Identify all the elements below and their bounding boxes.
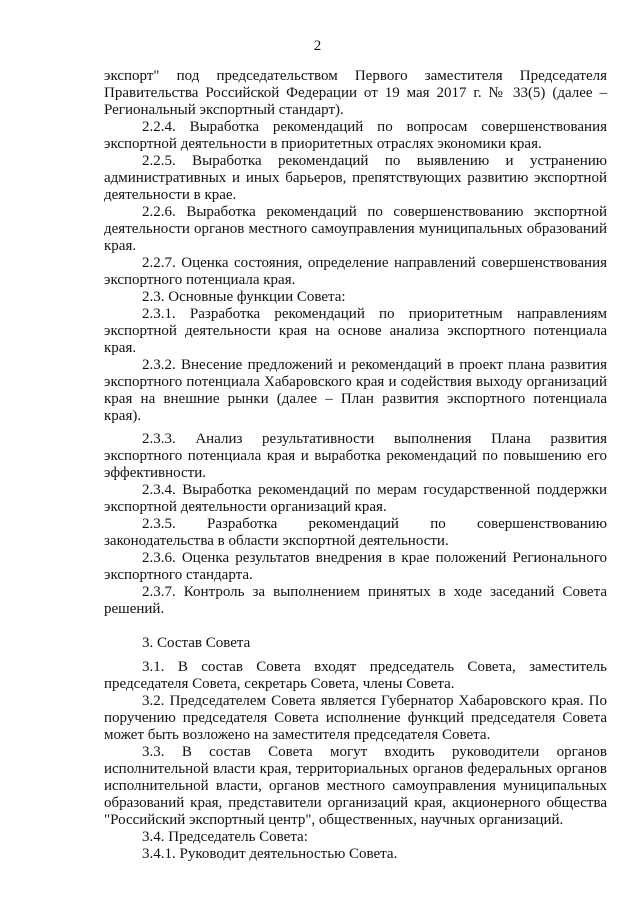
paragraph-2-3-5: 2.3.5. Разработка рекомендаций по совершенствованию законодательства в области экспортной деятельности.: [104, 516, 607, 549]
page-number: 2: [313, 38, 322, 54]
paragraph-3-2: 3.2. Председателем Совета является Губернатор Хабаровского края. По поручению председателя Совета исполнение функций председателя Совета может быть возложено на заместителя председателя Совета.: [104, 693, 607, 743]
paragraph-2-3-4: 2.3.4. Выработка рекомендаций по мерам государственной поддержки экспортной деятельности организаций края.: [104, 482, 607, 515]
paragraph-3-4: 3.4. Председатель Совета:: [142, 829, 308, 845]
paragraph-2-2-5: 2.2.5. Выработка рекомендаций по выявлению и устранению административных и иных барьеров, препятствующих развитию экспортной деятельности в крае.: [104, 153, 607, 203]
paragraph-2-2-4: 2.2.4. Выработка рекомендаций по вопросам совершенствования экспортной деятельности в приоритетных отраслях экономики края.: [104, 119, 607, 152]
paragraph-3-3: 3.3. В состав Совета могут входить руководители органов исполнительной власти края, территориальных органов федеральных органов исполнительной власти, органов местного самоуправления муниципальных образований края, представители организаций края, акционерного общества "Российский экспортный центр", общественных, научных организаций.: [104, 744, 607, 828]
paragraph-2-2-6: 2.2.6. Выработка рекомендаций по совершенствованию экспортной деятельности органов местного самоуправления муниципальных образований края.: [104, 204, 607, 254]
paragraph-2-3: 2.3. Основные функции Совета:: [142, 289, 346, 305]
paragraph-2-3-1: 2.3.1. Разработка рекомендаций по приоритетным направлениям экспортной деятельности края на основе анализа экспортного потенциала края.: [104, 306, 607, 356]
paragraph-2-3-3: 2.3.3. Анализ результативности выполнения Плана развития экспортного потенциала края и выработка рекомендаций по повышению его эффективности.: [104, 431, 607, 481]
paragraph-2-3-6: 2.3.6. Оценка результатов внедрения в крае положений Регионального экспортного стандарта.: [104, 550, 607, 583]
section-heading-3: 3. Состав Совета: [142, 635, 251, 651]
paragraph-2-2-7: 2.2.7. Оценка состояния, определение направлений совершенствования экспортного потенциала края.: [104, 255, 607, 288]
paragraph-continuation: экспорт" под председательством Первого заместителя Председателя Правительства Российской Федерации от 19 мая 2017 г. № 33(5) (далее – Региональный экспортный стандарт).: [104, 68, 607, 118]
document-body: [104, 68, 607, 863]
paragraph-3-1: 3.1. В состав Совета входят председатель Совета, заместитель председателя Совета, секретарь Совета, члены Совета.: [104, 659, 607, 692]
paragraph-2-3-2: 2.3.2. Внесение предложений и рекомендаций в проект плана развития экспортного потенциала Хабаровского края и содействия выходу организаций края на внешние рынки (далее – План развития экспортного потенциала края).: [104, 357, 607, 424]
paragraph-3-4-1: 3.4.1. Руководит деятельностью Совета.: [142, 846, 398, 862]
paragraph-2-3-7: 2.3.7. Контроль за выполнением принятых в ходе заседаний Совета решений.: [104, 584, 607, 617]
